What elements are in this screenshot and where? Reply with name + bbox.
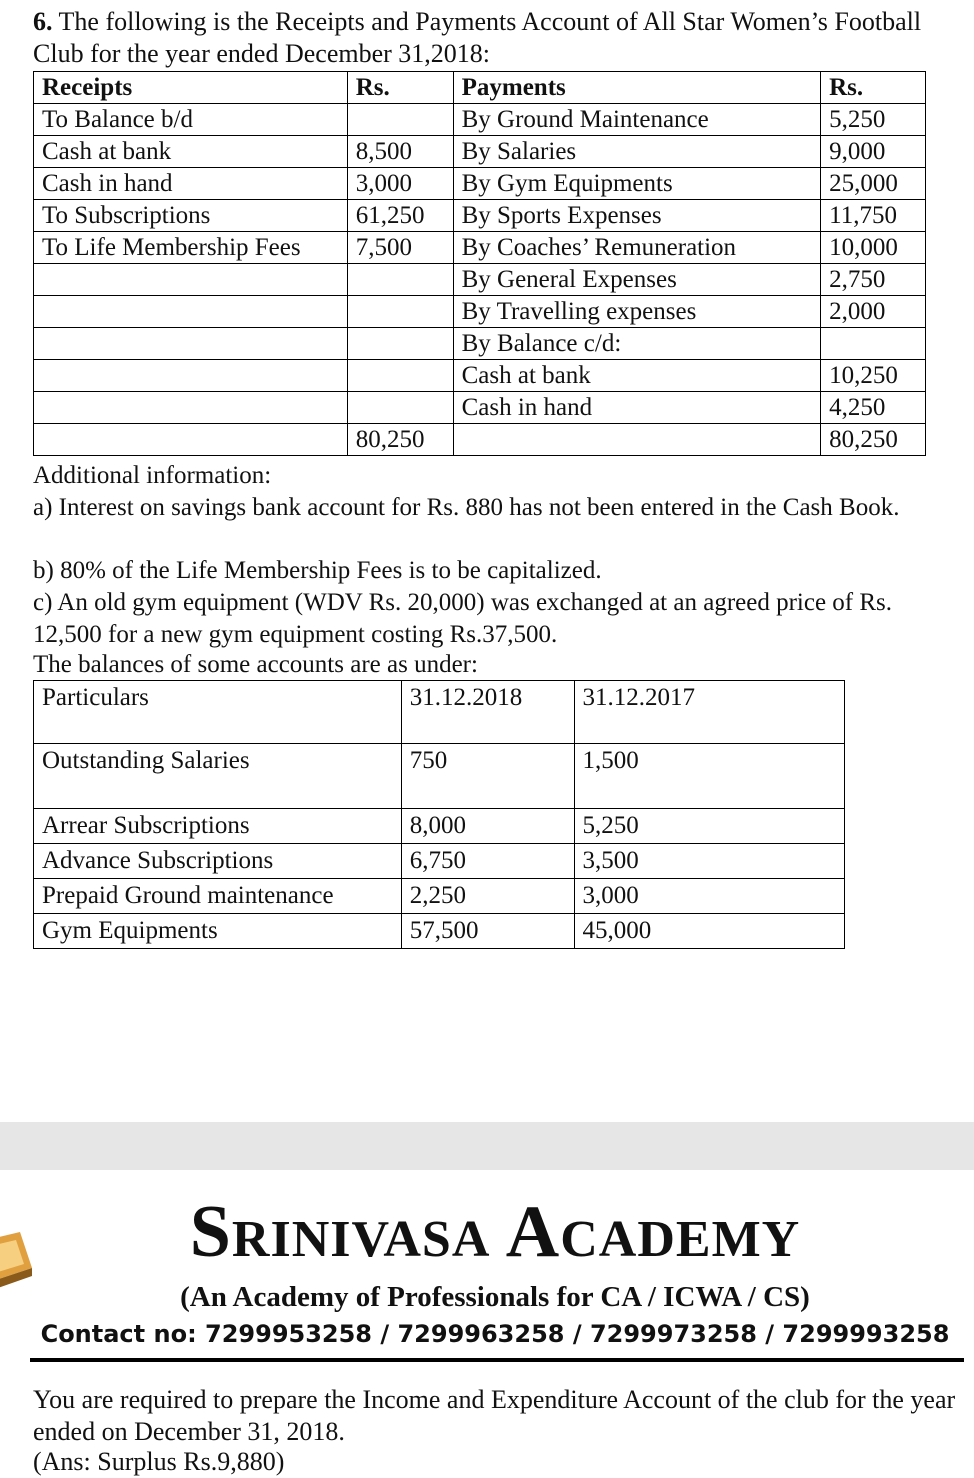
balances-particular: Advance Subscriptions [34, 844, 402, 879]
balances-value-2017: 1,500 [574, 744, 844, 809]
rp-receipt-amount [347, 328, 453, 360]
balances-value-2017: 5,250 [574, 809, 844, 844]
balances-value-2018: 8,000 [401, 809, 574, 844]
balances-body [34, 681, 845, 949]
additional-item-b: b) 80% of the Life Membership Fees is to be capitalized. [33, 557, 602, 584]
rp-receipt-amount [347, 360, 453, 392]
rp-row [34, 328, 926, 360]
balances-particular: Outstanding Salaries [34, 744, 402, 809]
rp-row [34, 296, 926, 328]
balances-value-2018: 2,250 [401, 879, 574, 914]
rp-payment-cell: By Sports Expenses [453, 200, 821, 232]
rp-payment-amount: 4,250 [821, 392, 926, 424]
rp-payment-amount: 5,250 [821, 104, 926, 136]
rp-payment-amount: 10,250 [821, 360, 926, 392]
balances-header-2017: 31.12.2017 [574, 681, 844, 744]
rp-payment-cell: By Salaries [453, 136, 821, 168]
rp-header-receipts: Receipts [34, 72, 348, 104]
rp-row [34, 232, 926, 264]
rp-header-row [34, 72, 926, 104]
balances-particular: Arrear Subscriptions [34, 809, 402, 844]
receipts-payments-table [33, 71, 926, 456]
rp-receipt-amount: 7,500 [347, 232, 453, 264]
rp-receipt-amount: 61,250 [347, 200, 453, 232]
rp-receipt-amount [347, 264, 453, 296]
rp-row [34, 392, 926, 424]
rp-payment-cell: By Balance c/d: [453, 328, 821, 360]
rp-payment-amount: 10,000 [821, 232, 926, 264]
question-body: The following is the Receipts and Payments Account of All Star Women’s Football Club for the year ended December 31,2018: [33, 7, 922, 68]
academy-tagline: (An Academy of Professionals for CA / ICWA / CS) [180, 1281, 810, 1313]
rp-receipt-amount: 80,250 [347, 424, 453, 456]
rp-row [34, 424, 926, 456]
rp-payment-cell: By Coaches’ Remuneration [453, 232, 821, 264]
rp-row [34, 360, 926, 392]
rp-header-rs-payments: Rs. [821, 72, 926, 104]
rp-row [34, 104, 926, 136]
balances-value-2017: 45,000 [574, 914, 844, 949]
rp-payment-amount: 2,000 [821, 296, 926, 328]
rp-payment-cell: Cash at bank [453, 360, 821, 392]
rp-receipt-amount [347, 392, 453, 424]
question-number: 6. [33, 7, 53, 36]
answer-cutoff-text: (Ans: Surplus Rs.9,880) [33, 1447, 285, 1476]
question-text [33, 6, 953, 70]
additional-item-c: c) An old gym equipment (WDV Rs. 20,000) was exchanged at an agreed price of Rs. 12,500 for a new gym equipment costing Rs.37,500. [33, 589, 893, 648]
rp-payment-cell: By Gym Equipments [453, 168, 821, 200]
balances-value-2017: 3,500 [574, 844, 844, 879]
additional-heading: Additional information: [33, 462, 272, 489]
rp-receipt-cell [34, 328, 348, 360]
rp-payment-cell: By General Expenses [453, 264, 821, 296]
rp-receipt-amount [347, 296, 453, 328]
rp-payment-amount: 9,000 [821, 136, 926, 168]
rp-payment-amount: 2,750 [821, 264, 926, 296]
rp-payment-amount: 80,250 [821, 424, 926, 456]
rp-row [34, 136, 926, 168]
academy-contact: Contact no: 7299953258 / 7299963258 / 7299973258 / 7299993258 [40, 1320, 950, 1348]
rp-receipt-cell: Cash in hand [34, 168, 348, 200]
rp-payment-cell: Cash in hand [453, 392, 821, 424]
rp-receipt-cell [34, 296, 348, 328]
rp-row [34, 200, 926, 232]
rp-receipt-cell: To Subscriptions [34, 200, 348, 232]
additional-item-a: a) Interest on savings bank account for Rs. 880 has not been entered in the Cash Book. [33, 494, 900, 521]
rp-payment-cell: By Travelling expenses [453, 296, 821, 328]
balances-particular: Gym Equipments [34, 914, 402, 949]
balances-table [33, 680, 845, 949]
rp-payment-amount: 25,000 [821, 168, 926, 200]
balances-value-2018: 6,750 [401, 844, 574, 879]
rp-receipt-amount: 3,000 [347, 168, 453, 200]
balances-value-2018: 57,500 [401, 914, 574, 949]
footer-divider [30, 1358, 964, 1362]
rp-receipt-cell [34, 424, 348, 456]
rp-body [34, 104, 926, 456]
balances-intro: The balances of some accounts are as under: [33, 651, 478, 678]
rp-receipt-cell: To Balance b/d [34, 104, 348, 136]
rp-header-payments: Payments [453, 72, 821, 104]
balances-row [34, 744, 845, 809]
academy-brand: Srinivasa Academy [189, 1191, 801, 1273]
rp-payment-cell [453, 424, 821, 456]
page-break-band [0, 1122, 974, 1170]
balances-header-row [34, 681, 845, 744]
rp-receipt-cell [34, 392, 348, 424]
rp-receipt-cell: To Life Membership Fees [34, 232, 348, 264]
rp-payment-amount: 11,750 [821, 200, 926, 232]
rp-receipt-cell [34, 264, 348, 296]
requirement-text: You are required to prepare the Income and Expenditure Account of the club for the year ended on December 31, 2018. [33, 1385, 956, 1446]
balances-row [34, 809, 845, 844]
rp-payment-cell: By Ground Maintenance [453, 104, 821, 136]
rp-row [34, 264, 926, 296]
balances-particular: Prepaid Ground maintenance [34, 879, 402, 914]
balances-row [34, 844, 845, 879]
balances-row [34, 879, 845, 914]
rp-payment-amount [821, 328, 926, 360]
rp-receipt-amount: 8,500 [347, 136, 453, 168]
rp-receipt-cell [34, 360, 348, 392]
balances-value-2018: 750 [401, 744, 574, 809]
balances-value-2017: 3,000 [574, 879, 844, 914]
rp-receipt-amount [347, 104, 453, 136]
balances-header-particulars: Particulars [34, 681, 402, 744]
balances-header-2018: 31.12.2018 [401, 681, 574, 744]
rp-receipt-cell: Cash at bank [34, 136, 348, 168]
rp-row [34, 168, 926, 200]
rp-header-rs-receipts: Rs. [347, 72, 453, 104]
balances-row [34, 914, 845, 949]
